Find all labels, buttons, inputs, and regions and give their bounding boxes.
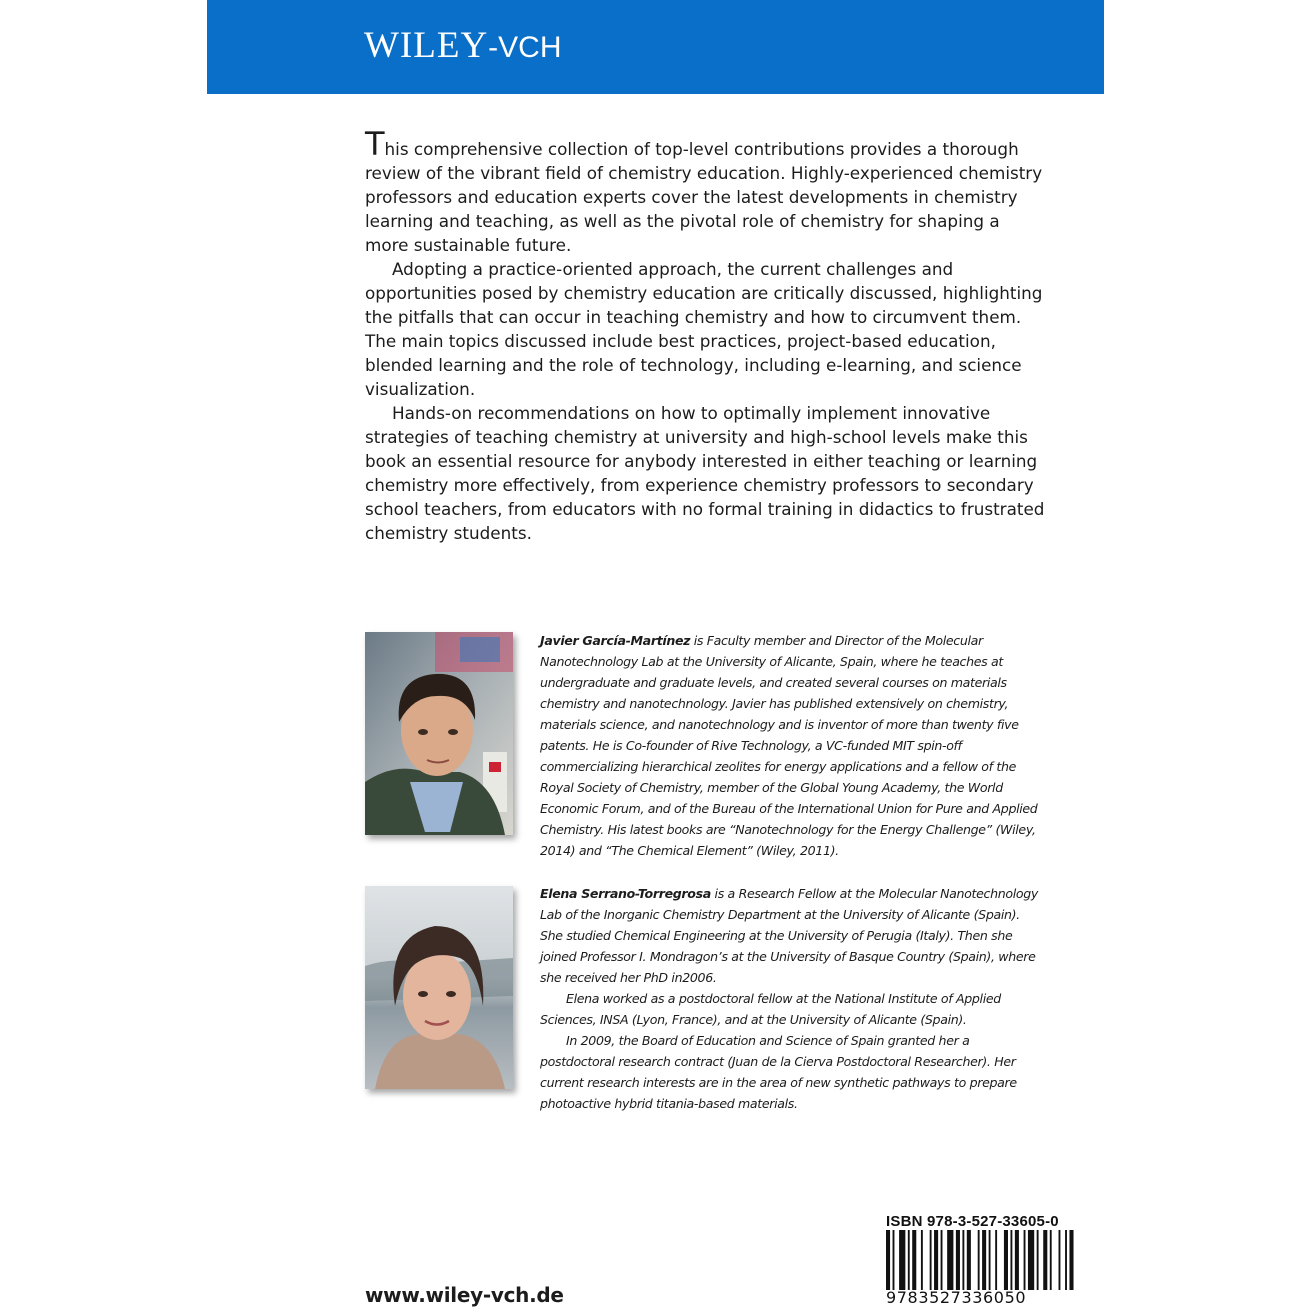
publisher-website-link[interactable]: www.wiley-vch.de [365, 1283, 564, 1307]
bio-paragraph: Elena Serrano-Torregrosa is a Research Fellow at the Molecular Nanotechnology Lab of the Inorganic Chemistry Department at the University of Alicante (Spain). She studied Chemical Engineering at the University of Perugia (Italy). Then she joined Professor I. Mondragon’s at the University of Basque Country (Spain), where she received her PhD in2006. [540, 886, 1038, 985]
barcode-bar [1059, 1230, 1061, 1290]
isbn-barcode [886, 1230, 1076, 1290]
barcode-bar [1037, 1230, 1039, 1290]
author-photo-javier [365, 632, 513, 835]
barcode-bar [978, 1230, 980, 1290]
author-name: Elena Serrano-Torregrosa [540, 886, 711, 901]
barcode-bar [899, 1230, 905, 1290]
drop-cap: T [365, 125, 385, 163]
barcode-digits: 9783527336050 [886, 1288, 1027, 1307]
barcode-bar [1010, 1230, 1012, 1290]
barcode-bar [982, 1230, 986, 1290]
barcode-bar [1069, 1230, 1073, 1290]
barcode-bar [908, 1230, 910, 1290]
barcode-bar [934, 1230, 938, 1290]
barcode-bar [995, 1230, 997, 1290]
isbn-label: ISBN 978-3-527-33605-0 [886, 1213, 1059, 1230]
barcode-bar [912, 1230, 916, 1290]
bio-paragraph: Elena worked as a postdoctoral fellow at the National Institute of Applied Sciences, INSA (Lyon, France), and at the University of Alicante (Spain). [540, 991, 1001, 1027]
publisher-banner [207, 0, 1104, 94]
barcode-bar [967, 1230, 971, 1290]
description-paragraph-3: Hands-on recommendations on how to optimally implement innovative strategies of teaching chemistry at university and high-school levels make this book an essential resource for anybody interested in either teaching or learning chemistry more effectively, from experience chemistry professors to secondary school teachers, from educators with no formal training in didactics to frustrated chemistry students. [365, 403, 1045, 543]
barcode-bar [941, 1230, 943, 1290]
barcode-bar [989, 1230, 991, 1290]
barcode-bar [1028, 1230, 1034, 1290]
barcode-bar [1015, 1230, 1019, 1290]
author-photo-elena [365, 886, 513, 1089]
description-paragraph-1: This comprehensive collection of top-level contributions provides a thorough review of the vibrant field of chemistry education. Highly-experienced chemistry professors and education experts cover the latest developments in chemistry learning and teaching, as well as the pivotal role of chemistry for shaping a more sustainable future. [365, 125, 1043, 255]
author-name: Javier García-Martínez [540, 633, 691, 648]
barcode-bar [886, 1230, 890, 1290]
barcode-bar [1004, 1230, 1008, 1290]
barcode-bar [921, 1230, 923, 1290]
author-bio-elena [540, 883, 1040, 1114]
bio-paragraph: Javier García-Martínez is Faculty member and Director of the Molecular Nanotechnology Lab at the University of Alicante, Spain, where he teaches at undergraduate and graduate levels, and created several courses on materials chemistry and nanotechnology. Javier has published extensively on chemistry, materials science, and nanotechnology and is inventor of more than twenty five patents. He is Co-founder of Rive Technology, a VC-funded MIT spin-off commercializing hierarchical zeolites for energy applications and a fellow of the Royal Society of Chemistry, member of the Global Young Academy, the World Economic Forum, and of the Bureau of the International Union for Pure and Applied Chemistry. His latest books are “Nanotechnology for the Energy Challenge” (Wiley, 2014) and “The Chemical Element” (Wiley, 2011). [540, 633, 1038, 858]
barcode-bar [1050, 1230, 1052, 1290]
barcode-bar [947, 1230, 953, 1290]
barcode-bar [930, 1230, 932, 1290]
barcode-bar [1065, 1230, 1067, 1290]
barcode-bar [893, 1230, 895, 1290]
barcode-bar [1043, 1230, 1047, 1290]
author-bio-javier [540, 630, 1040, 861]
book-description [365, 125, 1045, 545]
barcode-bar [956, 1230, 960, 1290]
bio-paragraph: In 2009, the Board of Education and Science of Spain granted her a postdoctoral research contract (Juan de la Cierva Postdoctoral Researcher). Her current research interests are in the area of new synthetic pathways to prepare photoactive hybrid titania-based materials. [540, 1033, 1017, 1111]
barcode-bar [962, 1230, 964, 1290]
wiley-vch-logo: WILEY-VCH [364, 25, 562, 66]
description-paragraph-2: Adopting a practice-oriented approach, the current challenges and opportunities posed by chemistry education are critically discussed, highlighting the pitfalls that can occur in teaching chemistry and how to circumvent them. The main topics discussed include best practices, project-based education, blended learning and the role of technology, including e-learning, and science visualization. [365, 259, 1043, 399]
barcode-bar [1024, 1230, 1026, 1290]
